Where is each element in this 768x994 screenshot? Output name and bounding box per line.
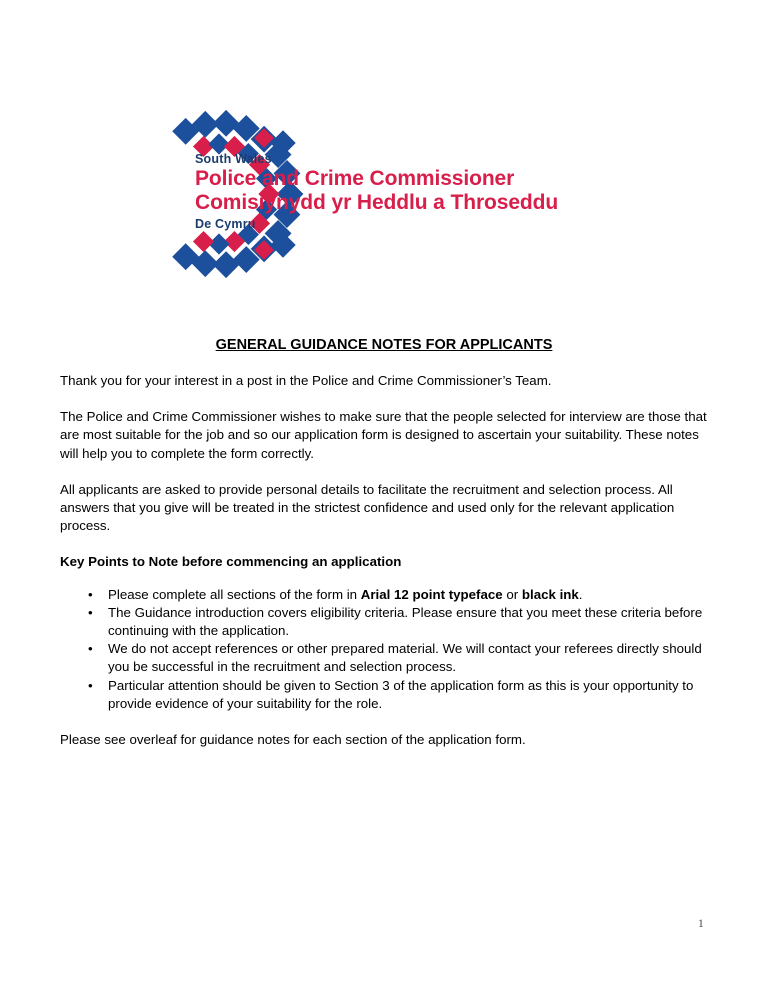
- logo-line-south-wales: South Wales: [195, 152, 272, 166]
- list-item-text: The Guidance introduction covers eligibility criteria. Please ensure that you meet these criteria before continuing with the application.: [108, 604, 703, 639]
- page-title: [60, 337, 708, 353]
- list-item-text: Please complete all sections of the form in: [108, 586, 361, 602]
- list-item-text: .: [578, 586, 583, 602]
- list-item-emphasis: black ink: [521, 586, 579, 602]
- list-item: [60, 677, 708, 713]
- key-points-list: [60, 586, 708, 713]
- paragraph-intro: Thank you for your interest in a post in the Police and Crime Commissioner’s Team.: [60, 373, 552, 388]
- page-title-text: GENERAL GUIDANCE NOTES FOR APPLICANTS: [215, 337, 553, 353]
- organisation-logo: [133, 108, 613, 280]
- list-item: [60, 640, 708, 676]
- logo-line-comisiynydd-yr-heddlu-a-throseddu: Comisiynydd yr Heddlu a Throseddu: [195, 191, 559, 214]
- key-points-heading: Key Points to Note before commencing an application: [60, 554, 402, 570]
- list-item-text: Particular attention should be given to Section 3 of the application form as this is your opportunity to provide evidence of your suitability for the role.: [108, 677, 694, 711]
- paragraph-purpose: The Police and Crime Commissioner wishes to make sure that the people selected for interview are those that are most suitable for the job and so our application form is designed to ascertain your suitability. These notes will help you to complete the form correctly.: [60, 409, 707, 461]
- logo-line-police-and-crime-commissioner: Police and Crime Commissioner: [195, 167, 515, 190]
- bullet-icon: •: [88, 677, 93, 693]
- document-body: [60, 372, 708, 767]
- logo-line-de-cymru: De Cymru: [195, 217, 256, 231]
- list-item-emphasis: Arial 12 point typeface: [360, 586, 503, 602]
- bullet-icon: •: [88, 604, 93, 620]
- page-number: 1: [698, 918, 704, 930]
- bullet-icon: •: [88, 641, 93, 657]
- list-item-text: or: [502, 586, 522, 602]
- logo-wordmark: [195, 152, 615, 232]
- list-item: [60, 604, 708, 640]
- bullet-icon: •: [88, 586, 93, 602]
- paragraph-closing: Please see overleaf for guidance notes for each section of the application form.: [60, 732, 526, 748]
- list-item: [60, 586, 708, 604]
- list-item-text: We do not accept references or other prepared material. We will contact your referees directly should you be successful in the recruitment and selection process.: [108, 641, 702, 675]
- paragraph-privacy: All applicants are asked to provide personal details to facilitate the recruitment and selection process. All answers that you give will be treated in the strictest confidence and used only for the relevant application process.: [60, 481, 675, 534]
